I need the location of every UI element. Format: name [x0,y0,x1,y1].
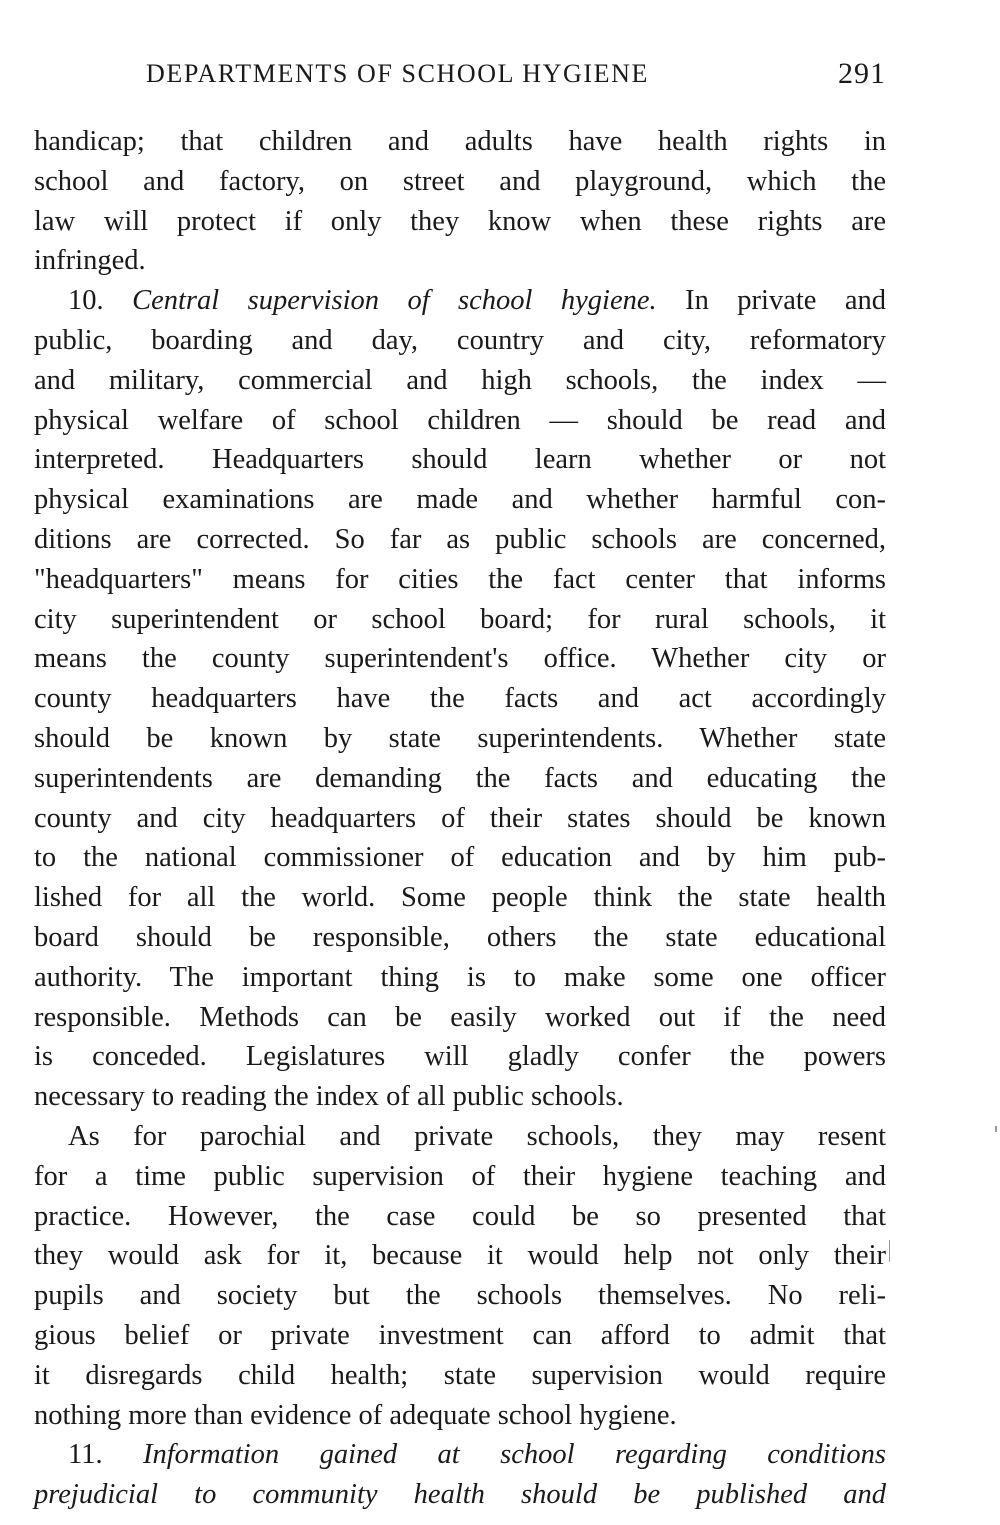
text-line: nothing more than evidence of adequate school hygiene. [34,1399,677,1431]
text-line: city superintendent or school board; for rural schools, it [34,603,886,635]
text-line: As for parochial and private schools, they may resent [68,1120,886,1152]
text-line: law will protect if only they know when these rights are [34,205,886,237]
text-line: for a time public supervision of their hygiene teaching and [34,1160,886,1192]
text-line: is conceded. Legislatures will gladly confer the powers [34,1041,886,1073]
text-line: board should be responsible, others the state educational [34,921,886,953]
text-line: interpreted. Headquarters should learn whether or not [34,444,886,476]
text-line: pupils and society but the schools themselves. No reli- [34,1280,886,1312]
text-line: means the county superintendent's office. Whether city or [34,643,886,675]
body-text [34,122,886,1515]
text-line: county and city headquarters of their states should be known [34,802,886,834]
section-10-heading: Central supervision of school hygiene. [132,285,657,317]
text-line: authority. The important thing is to make some one officer [34,961,886,993]
section-10-text: In private and [685,285,887,317]
section-11-heading-line [34,1435,886,1475]
text-line: public, boarding and day, country and city, reformatory [34,324,886,356]
text-line: necessary to reading the index of all public schools. [34,1081,624,1113]
text-line: gious belief or private investment can afford to admit that [34,1319,886,1351]
text-line: lished for all the world. Some people think the state health [34,882,886,914]
text-line: and military, commercial and high schools, the index — [34,364,886,396]
text-line: physical welfare of school children — should be read and [34,404,886,436]
text-line: handicap; that children and adults have health rights in [34,126,886,157]
page-number: 291 [838,57,886,90]
text-line: to the national commissioner of education and by him pub- [34,842,886,874]
text-line: county headquarters have the facts and act accordingly [34,683,886,715]
text-line: it disregards child health; state supervision would require [34,1359,886,1391]
text-line: prejudicial to community health should be published and [34,1479,886,1511]
text-line: infringed. [34,245,146,277]
section-10-number: 10. [68,285,104,317]
section-11-number: 11. [68,1439,103,1471]
running-title: DEPARTMENTS OF SCHOOL HYGIENE [146,59,649,88]
section-11-heading: Information gained at school regarding conditions [143,1439,887,1471]
text-line: superintendents are demanding the facts and educating the [34,762,886,794]
text-line: ditions are corrected. So far as public schools are concerned, [34,523,886,555]
text-line: responsible. Methods can be easily worked out if the need [34,1001,886,1033]
section-10-heading-line [34,281,886,321]
page-header [34,56,886,96]
text-line: practice. However, the case could be so presented that [34,1200,886,1232]
text-line: school and factory, on street and playground, which the [34,165,886,197]
text-line: physical examinations are made and whether harmful con- [34,484,886,516]
text-line: they would ask for it, because it would help not only their [34,1240,886,1272]
margin-mark [995,1126,997,1132]
text-line: "headquarters" means for cities the fact center that informs [34,563,886,595]
text-line: should be known by state superintendents. Whether state [34,722,886,754]
margin-mark [889,1240,890,1262]
